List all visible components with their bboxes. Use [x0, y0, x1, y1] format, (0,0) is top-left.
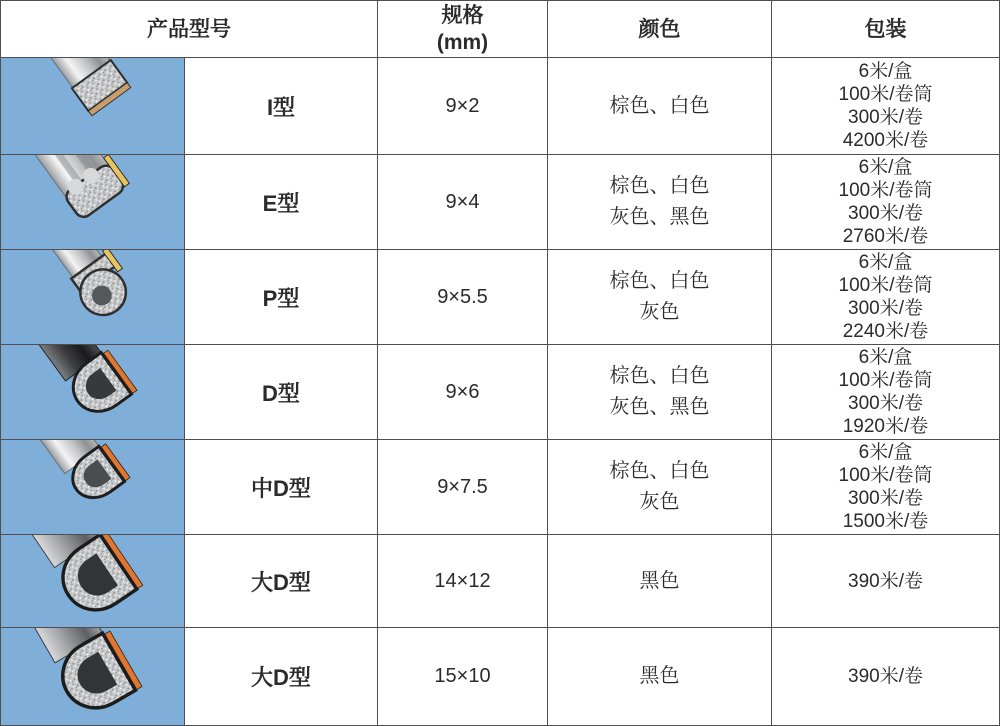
- package-line: 300米/卷: [848, 107, 923, 128]
- spec-cell: [378, 345, 547, 439]
- spec-cell: [378, 250, 547, 344]
- model-label: 中D型: [251, 475, 311, 501]
- e-type-seal-strip-image: [1, 155, 184, 249]
- header-product-model-label: 产品型号: [147, 17, 231, 41]
- package-line: 6米/盒: [858, 347, 913, 368]
- model-label: E型: [262, 190, 300, 216]
- product-image-cell: [1, 628, 184, 725]
- package-line: 100米/卷筒: [838, 370, 933, 391]
- model-label: 大D型: [251, 569, 311, 595]
- model-label: I型: [266, 94, 296, 120]
- color-line: 黑色: [639, 569, 680, 592]
- color-cell: [548, 155, 771, 249]
- model-cell: [185, 155, 377, 249]
- spec-value: 9×6: [445, 380, 480, 403]
- spec-value: 9×4: [445, 190, 480, 213]
- product-image-cell: [1, 345, 184, 439]
- color-line: 棕色、白色: [609, 365, 710, 387]
- spec-cell: [378, 535, 547, 627]
- product-image-cell: [1, 440, 184, 534]
- header-spec-unit: (mm): [436, 31, 489, 54]
- color-cell: [548, 535, 771, 627]
- header-spec: [378, 1, 547, 57]
- package-line: 2240米/卷: [842, 321, 929, 342]
- package-cell: [772, 345, 999, 439]
- p-type-seal-strip-image: [1, 250, 184, 344]
- product-image-cell: [1, 535, 184, 627]
- color-line: 灰色、黑色: [609, 206, 710, 228]
- model-label: 大D型: [251, 665, 311, 690]
- spec-value: 9×7.5: [437, 475, 488, 498]
- package-line: 390米/卷: [848, 666, 923, 687]
- header-spec-label: 规格: [441, 4, 484, 27]
- spec-value: 9×5.5: [437, 285, 488, 308]
- spec-cell: [378, 440, 547, 534]
- package-cell: [772, 250, 999, 344]
- package-line: 6米/盒: [858, 252, 913, 273]
- package-line: 390米/卷: [848, 570, 923, 592]
- color-line: 棕色、白色: [609, 460, 710, 482]
- product-image-cell: [1, 58, 184, 154]
- package-line: 1500米/卷: [842, 511, 929, 532]
- model-cell: [185, 628, 377, 725]
- product-image-cell: [1, 250, 184, 344]
- color-line: 黑色: [639, 665, 680, 687]
- color-cell: [548, 250, 771, 344]
- package-cell: [772, 628, 999, 725]
- color-line: 棕色、白色: [609, 94, 710, 117]
- package-line: 100米/卷筒: [838, 84, 933, 105]
- package-line: 2760米/卷: [842, 226, 929, 247]
- package-line: 100米/卷筒: [838, 275, 933, 296]
- color-cell: [548, 440, 771, 534]
- model-cell: [185, 345, 377, 439]
- package-cell: [772, 440, 999, 534]
- model-label: D型: [262, 380, 300, 406]
- model-cell: [185, 535, 377, 627]
- header-color-label: 颜色: [638, 17, 681, 41]
- header-package-label: 包装: [864, 17, 907, 41]
- package-line: 6米/盒: [858, 61, 913, 82]
- package-line: 300米/卷: [848, 488, 923, 509]
- package-cell: [772, 535, 999, 627]
- color-line: 棕色、白色: [609, 175, 710, 197]
- large-d-type-seal-strip-image: [1, 628, 184, 725]
- header-product-model: [1, 1, 377, 57]
- model-cell: [185, 250, 377, 344]
- package-line: 300米/卷: [848, 393, 923, 414]
- color-line: 灰色: [639, 491, 680, 513]
- package-line: 1920米/卷: [842, 416, 929, 437]
- header-color: [548, 1, 771, 57]
- package-line: 6米/盒: [858, 442, 913, 463]
- package-cell: [772, 58, 999, 154]
- spec-value: 14×12: [434, 569, 491, 592]
- model-cell: [185, 440, 377, 534]
- color-cell: [548, 58, 771, 154]
- package-line: 100米/卷筒: [838, 465, 933, 486]
- color-cell: [548, 345, 771, 439]
- mid-d-type-seal-strip-image: [1, 440, 184, 534]
- model-label: P型: [262, 285, 300, 311]
- spec-cell: [378, 58, 547, 154]
- color-line: 棕色、白色: [609, 270, 710, 292]
- product-image-cell: [1, 155, 184, 249]
- package-line: 100米/卷筒: [838, 180, 933, 201]
- spec-value: 15×10: [434, 665, 491, 687]
- spec-value: 9×2: [445, 94, 480, 117]
- i-type-seal-strip-image: [1, 58, 184, 154]
- large-d-type-seal-strip-image: [1, 535, 184, 627]
- package-line: 300米/卷: [848, 298, 923, 319]
- spec-cell: [378, 155, 547, 249]
- package-cell: [772, 155, 999, 249]
- model-cell: [185, 58, 377, 154]
- header-package: [772, 1, 999, 57]
- color-line: 灰色: [639, 301, 680, 323]
- spec-cell: [378, 628, 547, 725]
- package-line: 300米/卷: [848, 203, 923, 224]
- color-cell: [548, 628, 771, 725]
- color-line: 灰色、黑色: [609, 396, 710, 418]
- package-line: 4200米/卷: [842, 130, 929, 151]
- d-type-seal-strip-image: [1, 345, 184, 439]
- package-line: 6米/盒: [858, 157, 913, 178]
